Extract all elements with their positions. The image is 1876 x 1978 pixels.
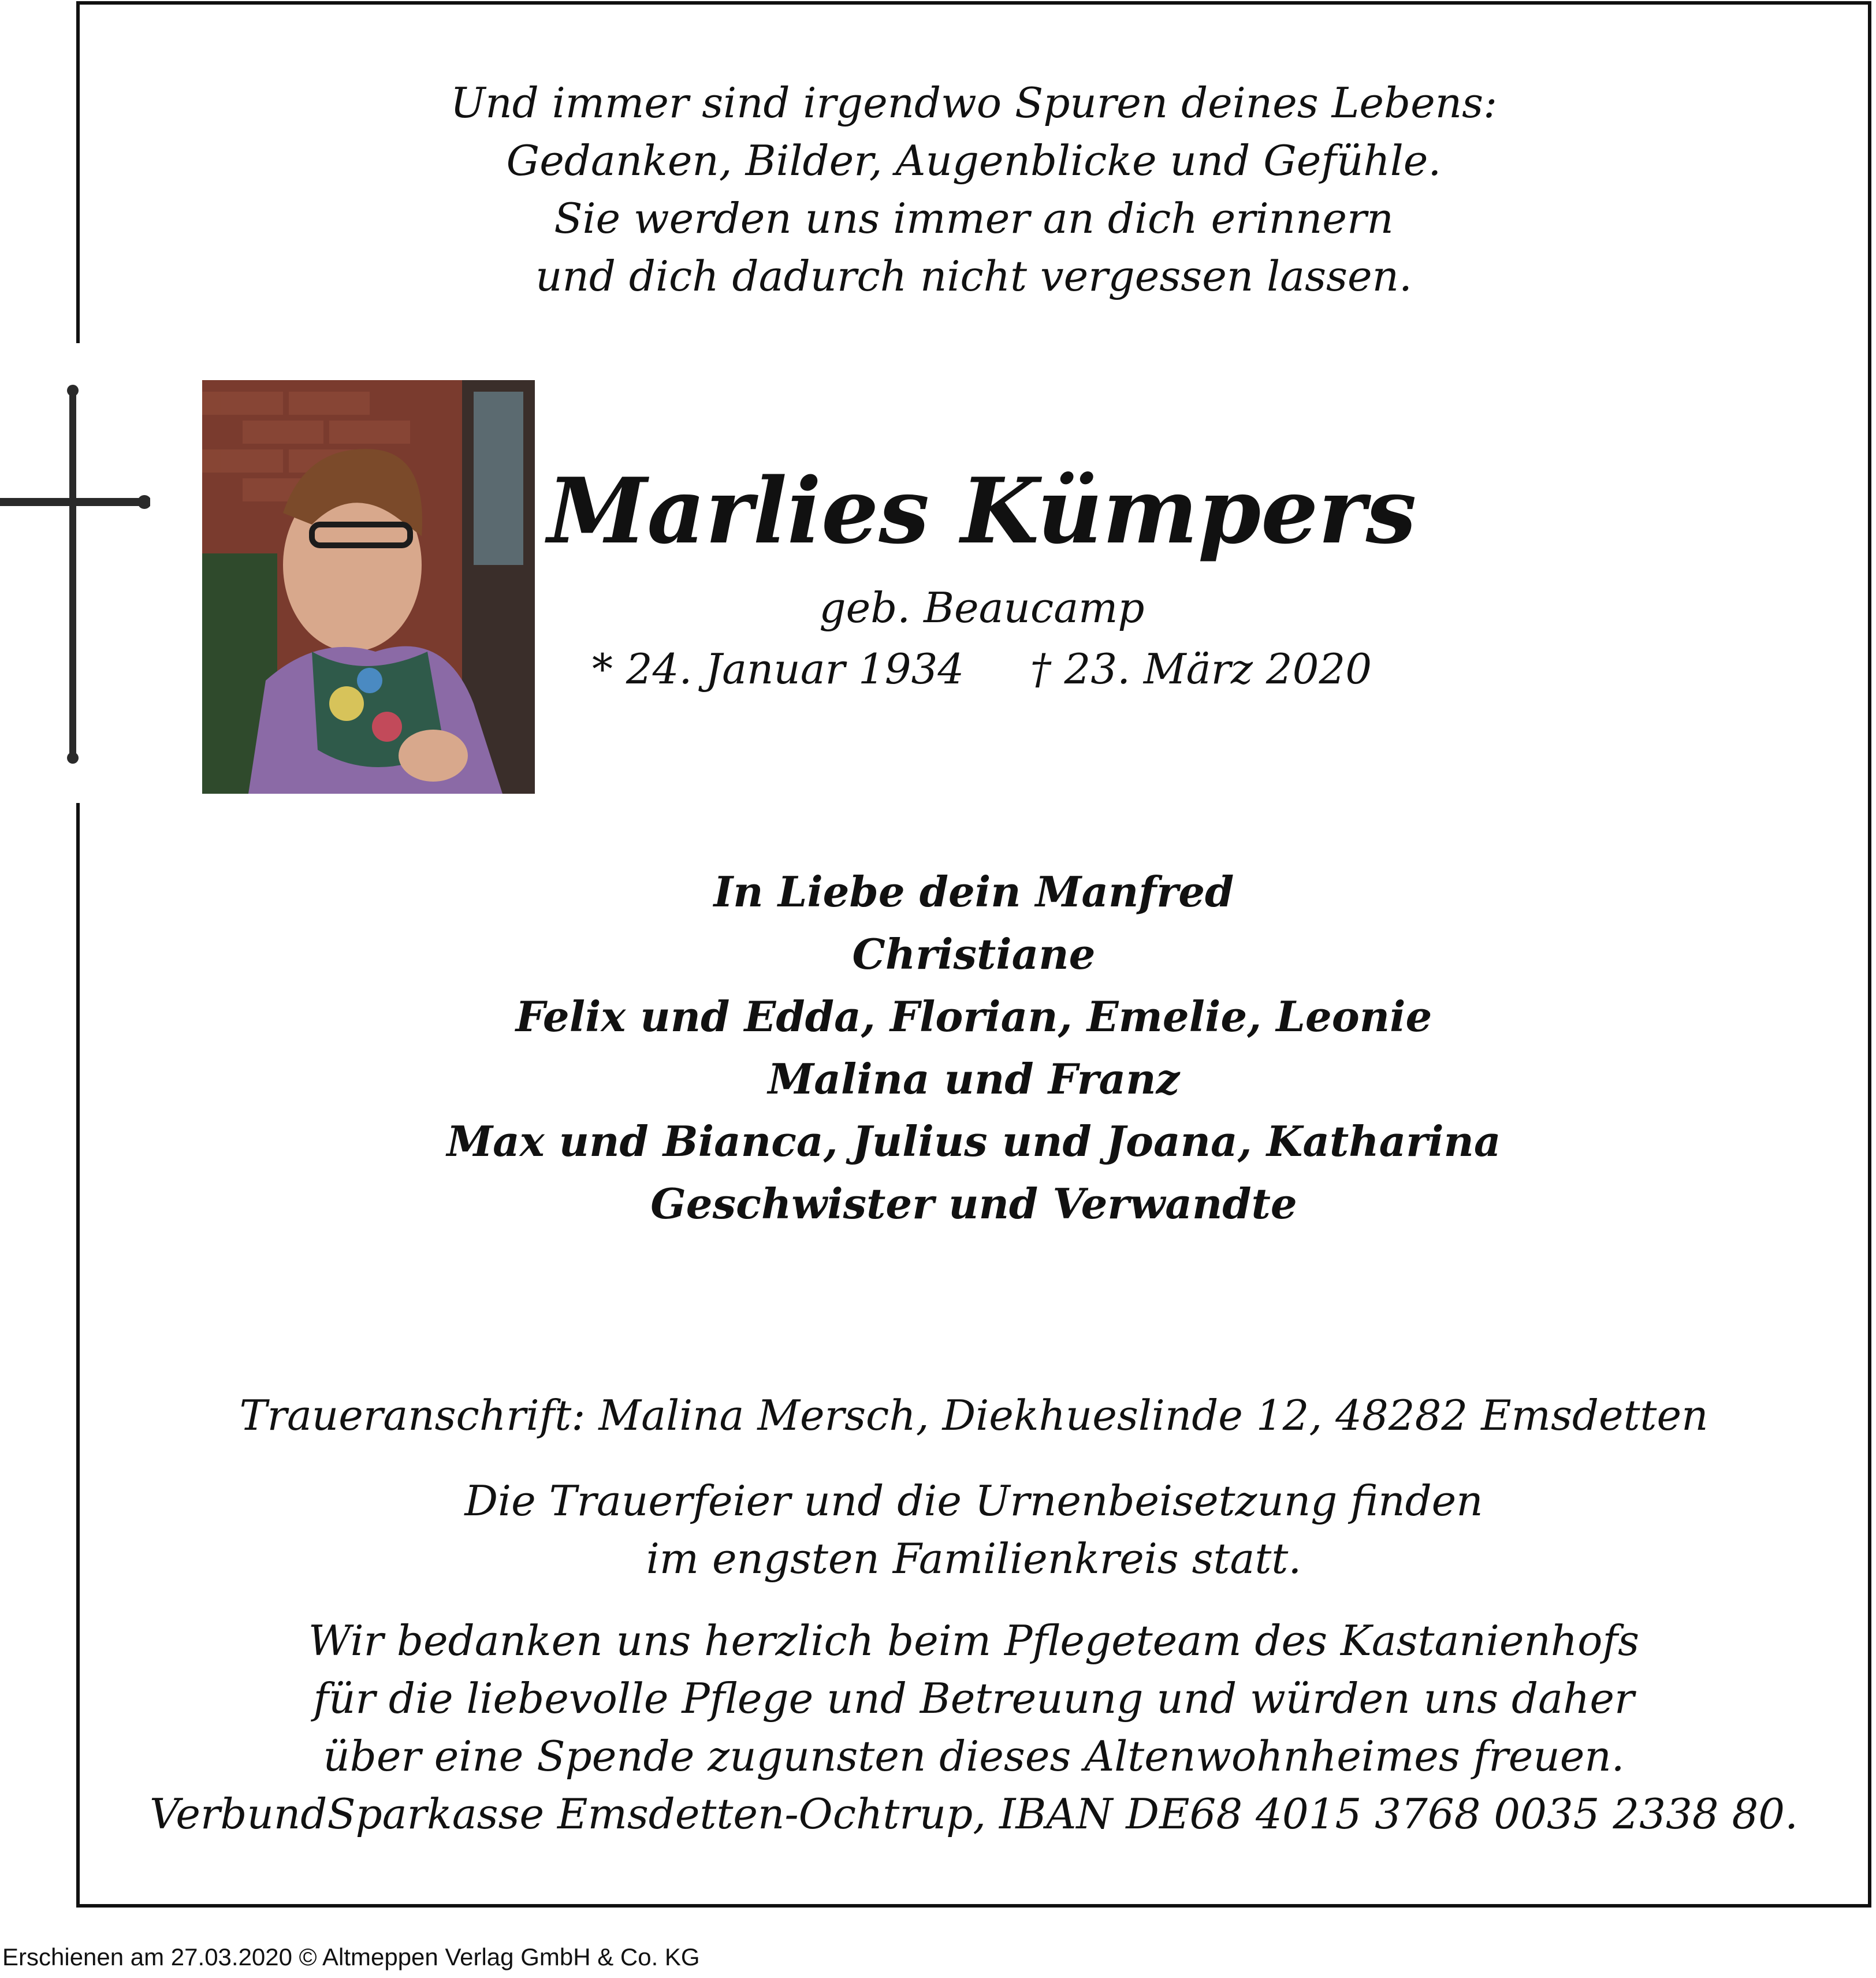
poem-line: Gedanken, Bilder, Augenblicke und Gefühle.: [506, 136, 1442, 185]
poem-line: Sie werden uns immer an dich erinnern: [554, 194, 1394, 243]
mourning-address: Traueranschrift: Malina Mersch, Diekhueslinde 12, 48282 Emsdetten: [239, 1391, 1708, 1440]
poem-line: und dich dadurch nicht vergessen lassen.: [535, 252, 1412, 300]
thanks-line: Wir bedanken uns herzlich beim Pflegeteam des Kastanienhofs: [308, 1616, 1640, 1665]
funeral-notice: [87, 1472, 1861, 1587]
mourner-line: Felix und Edda, Florian, Emelie, Leonie: [515, 992, 1432, 1041]
mourner-line: Geschwister und Verwandte: [650, 1179, 1297, 1228]
thanks-line: für die liebevolle Pflege und Betreuung und würden uns daher: [313, 1674, 1635, 1723]
portrait-photo: [202, 380, 535, 794]
thanks-line: über eine Spende zugunsten dieses Altenwohnheimes freuen.: [323, 1732, 1625, 1780]
deceased-name: Marlies Kümpers: [547, 458, 1417, 564]
birth-name: geb. Beaucamp: [819, 583, 1145, 632]
publication-footer: Erschienen am 27.03.2020 © Altmeppen Verlag GmbH & Co. KG: [2, 1943, 700, 1970]
death-date: † 23. März 2020: [1030, 645, 1372, 693]
birth-date: * 24. Januar 1934: [591, 645, 965, 693]
thanks-note: [87, 1612, 1861, 1843]
thanks-line: VerbundSparkasse Emsdetten-Ochtrup, IBAN DE68 4015 3768 0035 2338 80.: [149, 1790, 1799, 1838]
mourner-line: Christiane: [852, 929, 1096, 979]
life-dates: [462, 640, 1502, 698]
mourner-line: In Liebe dein Manfred: [713, 867, 1234, 916]
cross-icon: [0, 343, 150, 803]
mourners-list: [87, 861, 1861, 1235]
poem: [87, 74, 1861, 305]
mourner-line: Malina und Franz: [768, 1054, 1180, 1103]
funeral-line: im engsten Familienkreis statt.: [646, 1534, 1302, 1583]
poem-line: Und immer sind irgendwo Spuren deines Lebens:: [450, 79, 1498, 127]
funeral-line: Die Trauerfeier und die Urnenbeisetzung finden: [464, 1477, 1483, 1525]
mourner-line: Max und Bianca, Julius und Joana, Katharina: [446, 1117, 1501, 1166]
